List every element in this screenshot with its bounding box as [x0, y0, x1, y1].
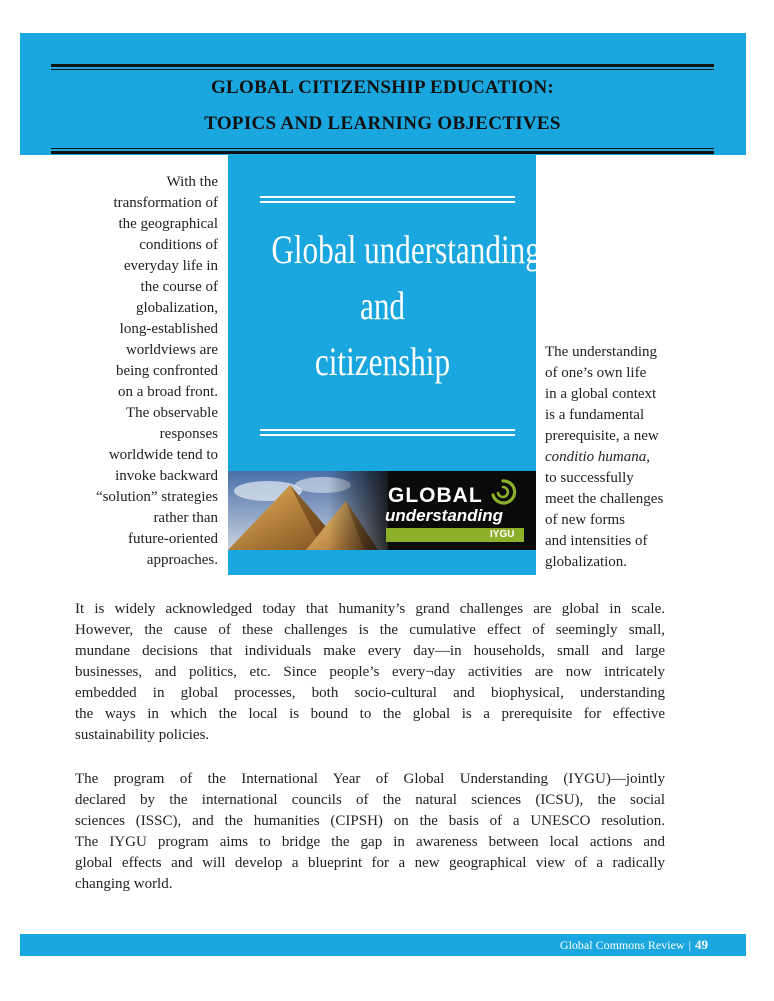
body-line: embedded in global processes, both socio-cultural and biophysical, understanding — [75, 685, 665, 701]
body-paragraph-2 — [75, 769, 665, 895]
left-line: the geographical — [118, 216, 218, 232]
left-line: worldviews are — [125, 342, 218, 358]
left-line: globalization, — [135, 300, 218, 316]
body-line: changing world. — [75, 876, 173, 892]
feature-title-line: and — [359, 283, 406, 328]
right-line-italic — [545, 447, 705, 468]
left-line: With the — [166, 174, 218, 190]
feature-title-line: citizenship — [314, 339, 451, 384]
right-line: in a global context — [545, 386, 657, 402]
feature-title-line: Global understanding — [271, 227, 541, 272]
body-line: mundane decisions that individuals make every day—in households, small and large — [75, 643, 665, 659]
right-line: The understanding — [545, 344, 658, 360]
swirl-logo-icon — [489, 478, 517, 506]
feature-bottom-rule-2 — [260, 434, 515, 436]
right-line: meet the challenges — [545, 491, 664, 507]
header-top-rule — [51, 64, 714, 67]
right-line: to successfully — [545, 470, 634, 486]
right-line: of new forms — [545, 512, 625, 528]
left-line: on a broad front. — [118, 384, 218, 400]
right-line: globalization. — [545, 554, 628, 570]
header-top-rule-thin — [51, 69, 714, 70]
feature-top-rule-2 — [260, 201, 515, 203]
left-line: rather than — [153, 510, 218, 526]
footer — [560, 937, 708, 953]
page-title-line1: GLOBAL CITIZENSHIP EDUCATION: — [210, 77, 555, 98]
left-line: everyday life in — [123, 258, 218, 274]
body-line: global effects and will develop a blueprint for a new geographical view of a radically — [75, 855, 665, 871]
left-line: The observable — [125, 405, 218, 421]
left-line: future-oriented — [128, 531, 218, 547]
left-intro-text — [60, 172, 218, 571]
right-line: of one’s own life — [545, 365, 647, 381]
left-line: approaches. — [146, 552, 218, 568]
header-bottom-rule — [51, 151, 714, 154]
feature-title — [271, 222, 541, 390]
left-line: responses — [159, 426, 218, 442]
left-line: “solution” strategies — [95, 489, 218, 505]
italic-term: conditio humana, — [545, 449, 650, 465]
right-intro-text — [545, 342, 705, 573]
logo-word-global: GLOBAL — [388, 484, 483, 507]
body-line: The IYGU program aims to bridge the gap in awareness between local actions and — [75, 834, 665, 850]
right-line: and intensities of — [545, 533, 648, 549]
body-line: However, the cause of these challenges is the cumulative effect of seemingly small, — [75, 622, 665, 638]
left-line: being confronted — [115, 363, 218, 379]
body-paragraph-1 — [75, 599, 665, 746]
logo-word-understanding: understanding — [385, 506, 504, 525]
left-line: long-established — [119, 321, 218, 337]
body-line: sciences (ISSC), and the humanities (CIPSH) on the basis of a UNESCO resolution. — [75, 813, 665, 829]
body-line: sustainability policies. — [75, 727, 210, 743]
page-number: 49 — [695, 937, 708, 952]
left-line: conditions of — [139, 237, 218, 253]
header-bottom-rule-thin — [51, 148, 714, 149]
body-line: the ways in which the local is bound to the global is a prerequisite for effective — [75, 706, 665, 722]
feature-bottom-rule — [260, 429, 515, 431]
footer-publication: Global Commons Review — [559, 938, 685, 952]
body-line: It is widely acknowledged today that humanity’s grand challenges are global in scale. — [75, 601, 665, 617]
body-line: declared by the international councils of the natural sciences (ICSU), the social — [75, 792, 665, 808]
left-line: the course of — [140, 279, 218, 295]
logo-iygu-tag: IYGU — [490, 529, 515, 540]
body-line: businesses, and politics, etc. Since people’s every¬day activities are now intricately — [75, 664, 665, 680]
left-line: worldwide tend to — [108, 447, 218, 463]
right-line: is a fundamental — [545, 407, 645, 423]
right-line: prerequisite, a new — [545, 428, 659, 444]
footer-separator: | — [688, 938, 691, 952]
left-line: transformation of — [113, 195, 218, 211]
body-line: The program of the International Year of Global Understanding (IYGU)—jointly — [75, 771, 665, 787]
feature-top-rule — [260, 196, 515, 198]
page-title-line2: TOPICS AND LEARNING OBJECTIVES — [204, 113, 561, 134]
left-line: invoke backward — [115, 468, 218, 484]
